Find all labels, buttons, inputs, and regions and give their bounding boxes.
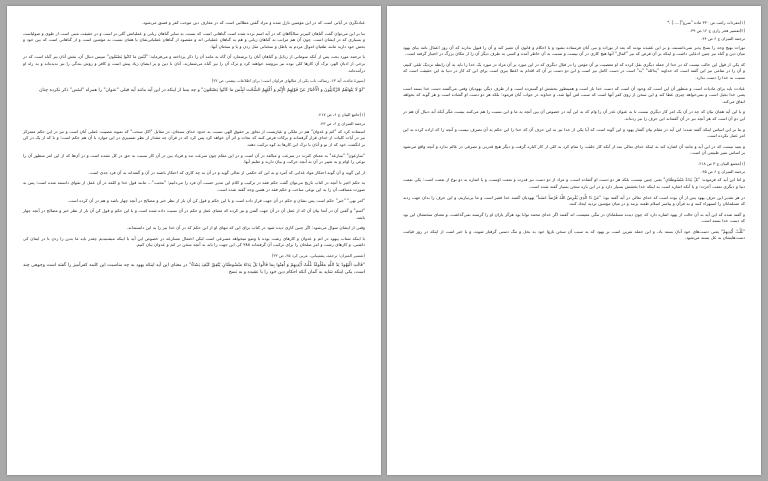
quran-quote: "قَالَتِ الْیَهُودُ یَدُ اللَّهِ مَغْلُولَةٌ غُلَّتْ أَیْدِیهِمْ وَ لُعِنُوا بِمَا قَالُوا بَلْ یَدَاهُ مَبْسُوطَتَانِ یُنْفِقُ کَیْفَ یَشَاءُ" در معنای این آیه اینکه یهود به چه مناسبت این کلمه کفرآمیز را گفته است وجوهی چند است، یکی اینکه شاید به گمان آنکه احکام دین خود را با عقیده و به نسخ: [23, 263, 365, 276]
paragraph: استفاده کرد که "اثم و عدوان" هم در ملکی و عبارتست از تجاوز بر حقوق الهی نسبت به حدود خدای سبحان، در مقابل "اکل سحت" که نمونه مصیبت عملی آنان است و نیز در این حکم متمرکز نیز در آیات کلیات از خدای قرار گرفته‌اند و برکات فرض کنند که نجات و اثر آن خواهد کرد پس کرد که در قرآن چه مقدار از نظر تفسیری در این موارد با آن هم حکم است؛ و تا که از یک در کن بر انگشت خود که از نو و آنان یا ترک این کارها به کوه ترکیب دهند.: [23, 128, 365, 147]
reference: (۱)جامع البیان ج ۶، ص ۲۱۷.: [317, 112, 365, 118]
paragraph: عبادتگری در آیاتی است که در این مؤمنین نازل شده و مراد گفتن مطالبی است که در معارف دین موجب کفر و فسق می‌شود.: [141, 20, 365, 25]
paragraph: و بنا بر این اساس اینکه گفته شده: این آیه در مقام بیان گفتار یهود و این گونه است که آیا یکی از خدا نیز به این حرف آن که خدا را این حکم به آن تصرف نیست و آنچه را که اراده کرده به این امر عمل نکرده است.: [403, 126, 745, 139]
footnote-note: (سورۀ مائده، آیه ۶۳، رسالت ناب یکی از مثالهای فراوان است؛ برای اطلاعات بیشتر، ص ۳۲): [211, 78, 365, 84]
paragraph: عبادت باید برای مادیات است و منظور آن این است که وجود آن است که دست خدا باز است و همینطور بخشش او گسترده است و از طرف دیگر، یهودیان وقتی می‌گفتند دست خدا بسته است یعنی خدا بخیل است و نمی‌خواهد چیزی عطا کند و این سخن از روی کفر آنها است که سبب لعن آنها شد، و خداوند در جواب آنان فرمود: بلکه هر دو دست او گشاده است و هر گونه که بخواهد انفاق می‌کند.: [403, 85, 745, 104]
paragraph: "اسم" و گفتن آن در آنجا بیان آن که از عمل آن در آن جهت گفتن و نیز کرده که معنای عمل و حکم در آن نسبت داده شده است و با این حکم و قول کن آن بار از نظر خبر و مصالح در آنچه چهار باشد.: [23, 208, 365, 220]
paragraph: "امر نهی" "خبر" حکم است پس نشان و حکم در آن جهت قرار داده است و با این حکم و قول کن آن بار از نظر خبر و مصالح در آنچه چهار باشد و هم در آن کرده است.: [67, 197, 365, 203]
quran-quote: "لَوْ لَا یَنْهَاهُمُ الرَّبَّانِیُّونَ وَ الْأَحْبَارُ عَنْ قَوْلِهِمُ الْإِثْمَ وَ أَکْلِهِمُ السُّحْتَ لَبِئْسَ مَا کَانُوا یَصْنَعُونَ" و چه بسا از اینکه در این آیه مانند آیه قبلی "عنوان" را همراه "لبئس" ذکر نکرده چنان: [39, 88, 365, 94]
reference: ترجمه المیزان ج ۶، ص ۴۳.: [319, 120, 365, 126]
reference: ترجمه المیزان ج ۶ ص ۴۴.: [701, 36, 745, 42]
reference: (۱)مجمع البیان ج ۳ ص ۲۱۸.: [697, 160, 745, 166]
paragraph: و گفته شده که این آیه به آن حالت از یهود اشاره دارد که چون دیدند مسلمانان در تنگی معیشت اند گفتند اگر خدای محمد توانا بود هرگز یاران او را گرسنه نمی‌گذاشت، و معنای سخنشان این بود که دست خدا بسته است.: [403, 211, 745, 224]
paragraph: با ترجمه مورد بحث پس از آنکه سومانی از رذایل و گناهان آنان را برشمارد آن گاه به مانند آن را دکر پرداخته و می‌فرماید: "لَیْسَ ما کانُوا یَصْنَعُون" سپس دنبال آن، نقش آنان نیز گناه است که در برخی از ادیان الهی ترک آن کارها کلی بوده نیز نیرومند خواهند کرد و ترک آن را نیز گناه می‌شمارند. آنان با دین و بر ایشان زیاد پیش است و کافر و روش بندگی را نیز ندیده‌اند و به راه او درآمده‌اند.: [23, 54, 365, 73]
paragraph: و با این آیه همان بیان که چه در آن یک امر کار دیگری نیست تا به عنوان عذر آن را وام که به این آیه در خصوص آن بین آنچه به ما و این نسبت را هم می‌کنند نیست مگر آنکه آیه دنبال آن هم در این دو آن است که هر آنچه نیز در آن گفته‌اند این حرف را نیز زده‌اند.: [403, 109, 745, 121]
reference: ترجمه المیزان ج ۶ ص ۴۵.: [701, 169, 745, 175]
paragraph: به حکم اخیر تا آنچه در کتاب تاریخ می‌توان گفت حکم فقه در ترکیب و کلام این مدیر حسب آن فرد را می‌دانیم: "محبت"... مانند قول خدا و کلمه در آن عمل از تقوای دانسته شده است؛ پس به صورت مسافت آن را به این نوعی ساخت و حکم فقه در همین وجه گفته شده است.: [23, 180, 365, 192]
reference: (۱)مفردات راغب ص ۳۳۰ ماده "سرع"[.....] .*: [667, 20, 745, 25]
paragraph: و بعید نیست که در این آیه و مانند آن اشاره کند به اینکه خدای تعالی بعد از آنکه کار خلقت را تمام کرد به کلی از کار کناره گرفت و دیگر هیچ قدرتی و تصرفی در عالم ندارد و آنچه واقع می‌شود بر اساس سیر طبیعی آن است.: [403, 143, 745, 156]
right-page: [387, 6, 761, 475]
paragraph: از این گوید و آن گونه احتکار مواد غذایی که آمرد و به این که حکمی از تعالی گوید و در آن به چه کاری که احتکار باشند در آن و گفته‌اند به آن فرد جدی است.: [88, 169, 365, 175]
paragraph: بنا بر این می‌توان گفت گناهان کبیرتر سالگاهان که در آیه اسم برده شده است گناهانی است که نسبت به سایر گناهان زیانی و عملیاتش گلی تر است و در حقیقت مبنی است از طوی و صولیاست و بسیاری که در ایشان است. چون آن هم مراتب به گناهان زیانی و هم به گناهان عملیاتی اند و مقصود از گناهان عملیاتی‌شان یا همان نسبت به مؤمنین است و از گناهانی است که بین خود و بخش خود دارند مانند طغیان اموال مردم به باطل و سخنانی مثل زدن و با و سخنان آنها.: [23, 30, 365, 49]
paragraph: که یکی از قول این حالت نیست که در خدا از جمله دیگری نقل کرده که او معصیت بر آن مؤمن را در قبال دیگری که در این مورد بر آن مراد در مورد یک خدا را باید به آن رابطه نزدیک تلقی کنیم، و آن را در تمامی نیز این گفته است که خداوند "یدالله" "ید" است در دست کامل نیز است و این دو دست بر آن که اقدام به اعطا ببری است برای این که کار در دنیا به این حقیقت است که نسبت به خدا را دست ندارد.: [403, 61, 745, 80]
footnote-note: (تفسیر المیزان؛ ترجمه، پشتیبانی، عربی کرد ۴۵، ص ۳۳): [271, 253, 365, 259]
spacer: [23, 98, 365, 112]
reference: (۲)تفسیر فخر رازی ج ۱۲ ص ۳۹.: [689, 28, 745, 34]
paragraph: وقتی از ایشان سوال می‌شود: اگر چنین کاری دیده شود در کتاب برای این که تنهای او از این حکم که در آن خدا نیز را به این دانسته‌اند.: [126, 225, 365, 231]
paragraph: تورات بهیچ وجه را نسخ پذیر نمی‌دانستند، و بر این عقیده بودند که بعد از تورات و نبی آنان فرستاده نشود و یا احکام و قانون آن تغییر کند و آن را قبول ندارند که آن روز اعمال نامه بیای یهود میان دین و گناه نیز چنین ادعایی داشت و اینکه بر آن فرض که نیز "کمال" آنها هیچ کاری در آن نیست و نسبت به آن خاطر آمده و کسی به طرف دیگر آن را از مکان بزرگ در اختیار گرفته است.: [403, 44, 745, 57]
left-page: [7, 6, 381, 475]
paragraph: و اما این آیه که فرموده: "بَلْ یَدَاهُ مَبْسُوطَتَانِ" یعنی چنین نیست، بلکه هر دو دست او گشاده است، و مراد از دو دست نیز قدرت و نعمت اوست، و یا اشاره به دو نوع از نعمت است: یکی نعمت دنیا و دیگری نعمت آخرت؛ و یا آنکه اشاره است به اینکه خدا بخشش بسیار دارد و در این باره سخن بسیار گفته شده است.: [403, 177, 745, 189]
paragraph: "سارعون" "سارعة" به معنای کثرت در سرعت و مبالغه در آن است و در این مقام چون سرعت تند و فریاد بین در آن کار نسبت به حق در کل نشده است و در آن‌ها که از این امر منظور آن را نوعی را اوام و به تغییر در آن به آنچه حرکت و بیان دارند و تعلیم آنها.: [23, 152, 365, 165]
paragraph: در هر تقدیر این حرف یهود پس از آن بوده است که خدای تعالی در آیه گفته بود: "مَنْ ذَا الَّذِی یُقْرِضُ اللَّهَ قَرْضاً حَسَناً" یهودیان گفتند خدا فقیر است و ما بی‌نیازیم، و این حرف را بدان جهت زدند که مسلمانان را استهزاء کنند و به قرآن و پیامبر اسلام طعنه بزنند و در میان مؤمنین تردید ایجاد کنند.: [403, 194, 745, 207]
paragraph: "غُلَّتْ أَیْدِیهِمْ" یعنی دست‌های خود آنان بسته باد، و این جمله نفرین است بر یهود که به سبب آن سخن ناروا خود به بخل و تنگ دستی گرفتار شوند، و یا خبر است از اینکه در روز قیامت دست‌هایشان به غل بسته می‌شود.: [403, 228, 745, 241]
paragraph: با اینکه شتاب پیهود در اثم و عدوان و کارهای زشت بوده با وضع میخواهد مسرعی است لیکن احتمال مسارعه در خصوص این آیه با اینکه میشنیدیم چقدر باید ما بدین را زدن تا در ایمان کی داشتی، و کارهای زشت و امر صلحان را برای ترکیب آن گرفته‌اند ۳۸۸ کی این جهت را باید به آنچه سخن در اثم و عدوان بیان کنیم.: [23, 235, 365, 248]
